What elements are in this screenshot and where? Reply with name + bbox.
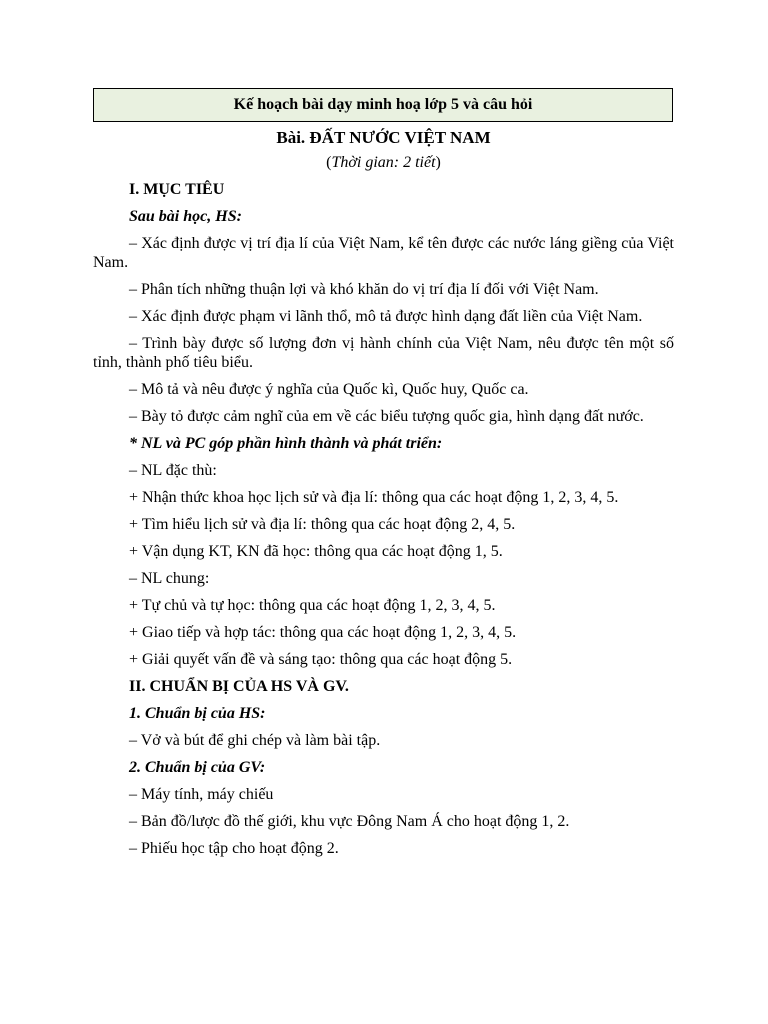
hs-preparation-heading: 1. Chuẩn bị của HS: — [129, 705, 266, 722]
objective-item: – Trình bày được số lượng đơn vị hành chính của Việt Nam, nêu được tên một số tỉnh, thành phố tiêu biểu. — [93, 335, 674, 371]
objective-item: – Bày tỏ được cảm nghĩ của em về các biểu tượng quốc gia, hình dạng đất nước. — [129, 408, 644, 425]
objectives-intro: Sau bài học, HS: — [129, 208, 242, 225]
gv-preparation-item: – Phiếu học tập cho hoạt động 2. — [129, 840, 339, 857]
nl-general-item: + Giải quyết vấn đề và sáng tạo: thông qua các hoạt động 5. — [129, 651, 513, 668]
lesson-title: Bài. ĐẤT NƯỚC VIỆT NAM — [276, 128, 491, 147]
nl-specific-label: – NL đặc thù: — [129, 462, 217, 479]
nl-general-item: + Giao tiếp và hợp tác: thông qua các hoạt động 1, 2, 3, 4, 5. — [129, 624, 517, 641]
hs-preparation-item: – Vở và bút để ghi chép và làm bài tập. — [129, 732, 381, 749]
duration-open-paren: ( — [326, 154, 332, 171]
section-heading-preparation: II. CHUẨN BỊ CỦA HS VÀ GV. — [129, 678, 349, 695]
header-title: Kế hoạch bài dạy minh hoạ lớp 5 và câu hỏi — [233, 96, 533, 113]
lesson-duration — [93, 153, 674, 172]
objective-item: – Phân tích những thuận lợi và khó khăn do vị trí địa lí đối với Việt Nam. — [129, 281, 599, 298]
competency-heading: * NL và PC góp phần hình thành và phát triển: — [129, 435, 443, 452]
nl-specific-item: + Nhận thức khoa học lịch sử và địa lí: thông qua các hoạt động 1, 2, 3, 4, 5. — [129, 489, 619, 506]
nl-specific-item: + Vận dụng KT, KN đã học: thông qua các hoạt động 1, 5. — [129, 543, 503, 560]
nl-general-item: + Tự chủ và tự học: thông qua các hoạt động 1, 2, 3, 4, 5. — [129, 597, 496, 614]
nl-specific-item: + Tìm hiểu lịch sử và địa lí: thông qua các hoạt động 2, 4, 5. — [129, 516, 516, 533]
document-header-box — [93, 88, 673, 122]
document-body — [93, 128, 674, 866]
duration-close-paren: ) — [435, 154, 441, 171]
section-heading-objectives: I. MỤC TIÊU — [129, 181, 225, 198]
duration-text: Thời gian: 2 tiết — [331, 154, 436, 171]
objective-item: – Xác định được phạm vi lãnh thổ, mô tả được hình dạng đất liền của Việt Nam. — [129, 308, 643, 325]
gv-preparation-item: – Máy tính, máy chiếu — [129, 786, 274, 803]
objective-item: – Mô tả và nêu được ý nghĩa của Quốc kì, Quốc huy, Quốc ca. — [129, 381, 529, 398]
gv-preparation-heading: 2. Chuẩn bị của GV: — [129, 759, 266, 776]
nl-general-label: – NL chung: — [129, 570, 210, 587]
gv-preparation-item: – Bản đồ/lược đồ thế giới, khu vực Đông Nam Á cho hoạt động 1, 2. — [129, 813, 570, 830]
objective-item: – Xác định được vị trí địa lí của Việt Nam, kể tên được các nước láng giềng của Việt Nam. — [93, 235, 674, 271]
